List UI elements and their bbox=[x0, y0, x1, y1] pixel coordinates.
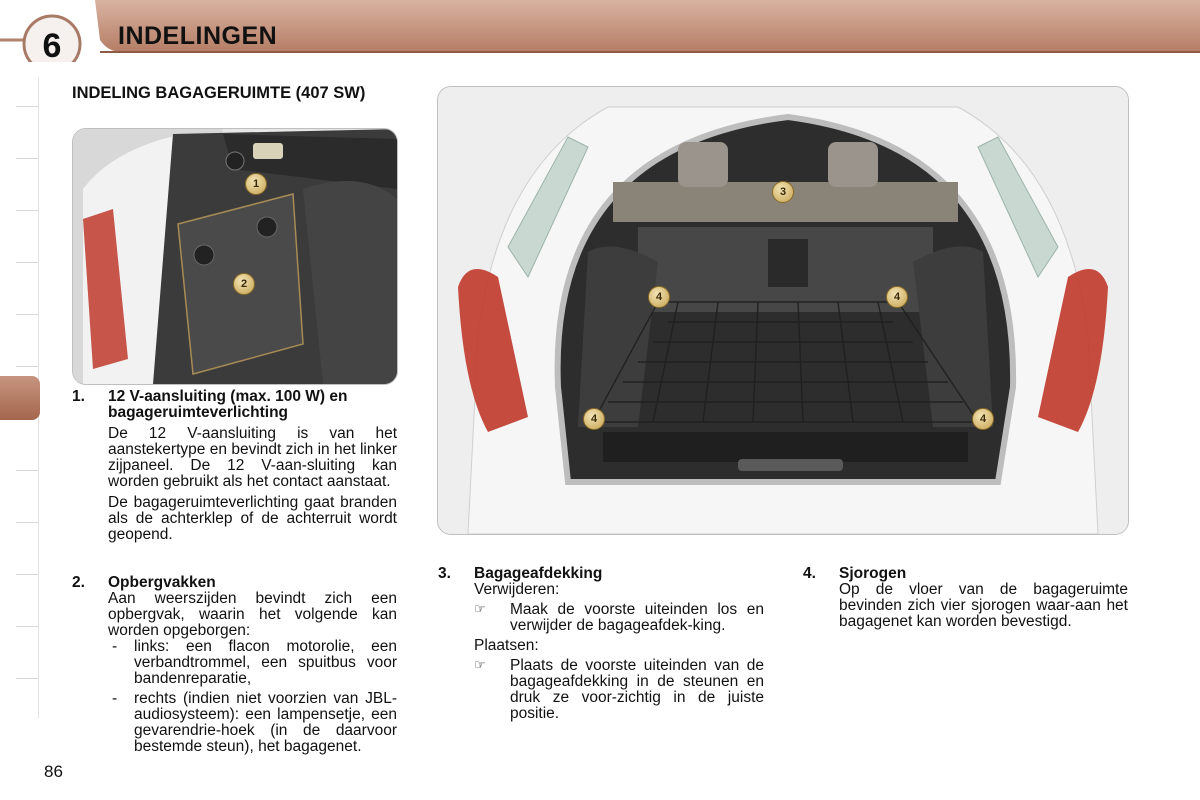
list-item: - links: een flacon motorolie, een verbandtrommel, een spuitbus voor bandenreparatie, bbox=[112, 638, 397, 687]
item-2 bbox=[72, 575, 397, 755]
callout-2: 2 bbox=[233, 273, 255, 295]
side-panel-illustration bbox=[72, 128, 398, 385]
callout-3: 3 bbox=[772, 181, 794, 203]
item-number: 3. bbox=[438, 565, 451, 582]
remove-step: ☞ Maak de voorste uiteinden los en verwijder de bagageafdek-king. bbox=[474, 601, 764, 634]
callout-4-front-left: 4 bbox=[583, 408, 605, 430]
chapter-title: INDELINGEN bbox=[118, 22, 278, 50]
item-intro: Aan weerszijden bevindt zich een opbergvak, waarin het volgende kan worden opgeborgen: bbox=[108, 590, 397, 639]
item-number: 4. bbox=[803, 565, 816, 582]
callout-4-rear-right: 4 bbox=[886, 286, 908, 308]
pointing-hand-icon: ☞ bbox=[474, 657, 486, 672]
remove-label: Verwijderen: bbox=[474, 581, 560, 598]
item-heading: Sjorogen bbox=[839, 565, 907, 582]
item-heading: Opbergvakken bbox=[108, 574, 216, 591]
chapter-header bbox=[0, 0, 1200, 65]
page-number: 86 bbox=[44, 762, 63, 781]
item-number: 2. bbox=[72, 574, 85, 591]
place-step: ☞ Plaats de voorste uiteinden van de bagageafdekking in de steunen en druk ze voor-zichtig in de juiste positie. bbox=[474, 657, 764, 722]
item-paragraph: Op de vloer van de bagageruimte bevinden zich vier sjorogen waar-aan het bagagenet kan worden bevestigd. bbox=[839, 581, 1128, 630]
chapter-tab-active[interactable] bbox=[0, 376, 40, 420]
callout-4-front-right: 4 bbox=[972, 408, 994, 430]
callout-4-rear-left: 4 bbox=[648, 286, 670, 308]
item-paragraph: De 12 V-aansluiting is van het aanstekertype en bevindt zich in het linker zijpaneel. De 12 V-aan-sluiting kan worden gebruikt als het contact aanstaat. bbox=[108, 425, 397, 490]
pointing-hand-icon: ☞ bbox=[474, 601, 486, 616]
item-paragraph: De bagageruimteverlichting gaat branden als de achterklep of de achterruit wordt geopend. bbox=[108, 494, 397, 543]
item-number: 1. bbox=[72, 388, 85, 405]
trunk-illustration bbox=[437, 86, 1129, 535]
item-1 bbox=[72, 389, 397, 543]
item-heading: 12 V-aansluiting (max. 100 W) en bagageruimteverlichting bbox=[108, 388, 348, 421]
section-title: INDELING BAGAGERUIMTE (407 SW) bbox=[72, 84, 366, 102]
place-label: Plaatsen: bbox=[474, 637, 539, 654]
callout-1: 1 bbox=[245, 173, 267, 195]
chapter-number: 6 bbox=[42, 27, 62, 65]
list-item: - rechts (indien niet voorzien van JBL-audiosysteem): een lampensetje, een gevarendrie-hoek (in de daarvoor bestemde steun), het bagagenet. bbox=[112, 690, 397, 755]
item-3 bbox=[438, 566, 764, 722]
chapter-tab-rail bbox=[0, 78, 40, 718]
item-heading: Bagageafdekking bbox=[474, 565, 603, 582]
item-4 bbox=[803, 566, 1128, 630]
